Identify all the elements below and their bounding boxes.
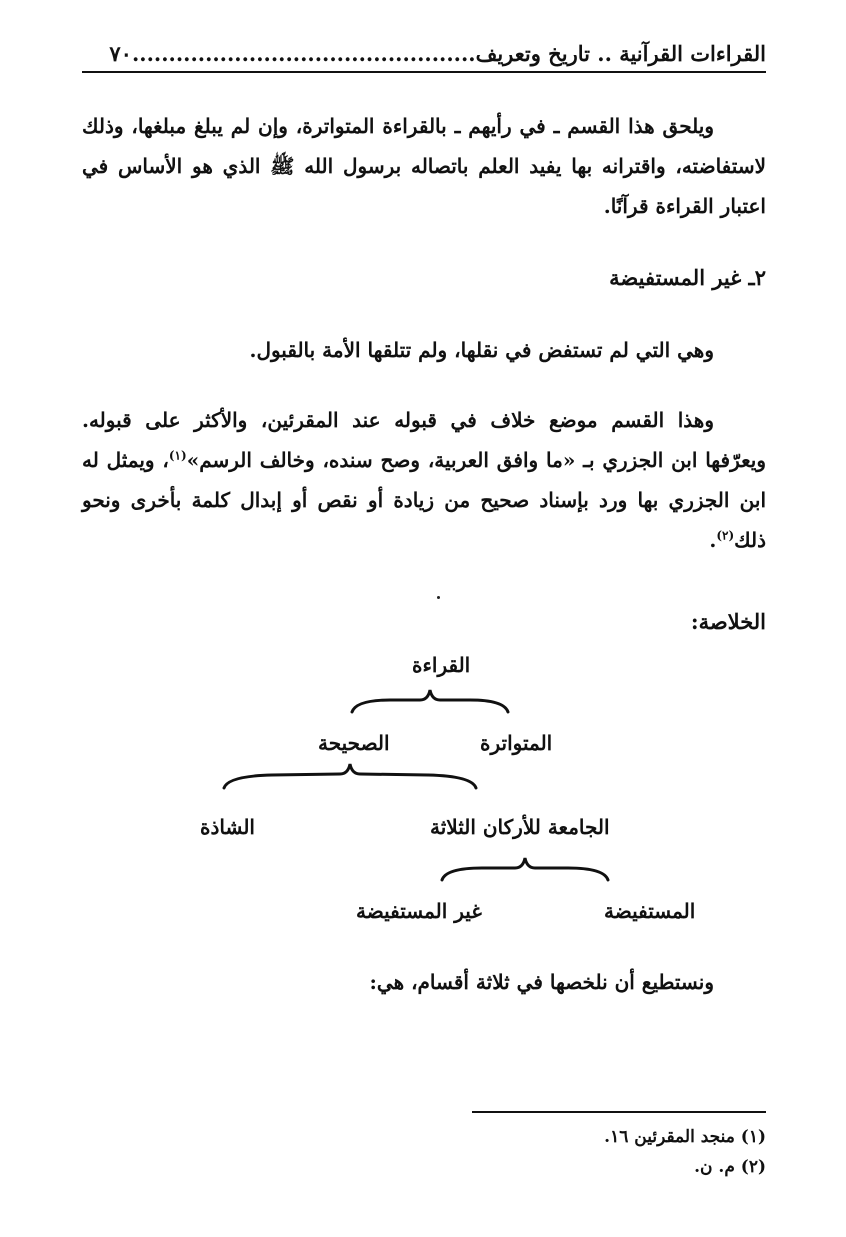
- paragraph-3-text-a: وهذا القسم موضع خلاف في قبوله عند المقرئين، والأكثر على قبوله. ويعرّفها ابن الجزري بـ «ما وافق العربية، وصح سنده، وخالف الرسم»: [82, 408, 766, 472]
- diagram-sahiha: الصحيحة: [318, 731, 390, 755]
- paragraph-4: ونستطيع أن نلخصها في ثلاثة أقسام، هي:: [369, 970, 714, 994]
- section-heading: ٢ـ غير المستفيضة: [609, 265, 766, 290]
- footnote-ref-1[interactable]: (١): [168, 448, 187, 463]
- footnote-ref-2[interactable]: (٢): [716, 528, 735, 543]
- brace-sahiha: [222, 762, 478, 792]
- paragraph-3-text-b: ، ويمثل له ابن الجزري بها ورد بإسناد صحيح من زيادة أو نقص أو إبدال كلمة بأخرى ونحو ذلك: [82, 448, 766, 552]
- paragraph-2: وهي التي لم تستفض في نقلها، ولم تتلقها الأمة بالقبول.: [249, 338, 714, 362]
- diagram-root: القراءة: [412, 653, 471, 677]
- stray-mark: [437, 596, 440, 599]
- footnote-rule: [472, 1111, 766, 1113]
- summary-label: الخلاصة:: [690, 609, 766, 634]
- header-title: القراءات القرآنية .. تاريخ وتعريف: [475, 41, 766, 66]
- diagram-jamia: الجامعة للأركان الثلاثة: [430, 815, 610, 839]
- page-number: ٧٠: [109, 41, 132, 66]
- paragraph-1: ويلحق هذا القسم ـ في رأيهم ـ بالقراءة المتواترة، وإن لم يبلغ مبلغها، وذلك لاستفاضته، واقترانه بها يفيد العلم باتصاله برسول الله ﷺ الذي هو الأساس في اعتبار القراءة قرآنًا.: [82, 114, 766, 218]
- running-header: [82, 36, 766, 72]
- diagram-mustafida: المستفيضة: [604, 899, 696, 923]
- brace-jamia: [440, 856, 610, 884]
- diagram-ghayr-mustafida: غير المستفيضة: [356, 899, 482, 923]
- footnote-2: (٢) م. ن.: [694, 1157, 766, 1177]
- header-rule: [82, 71, 766, 73]
- paragraph-3: [82, 400, 766, 560]
- diagram-mutawatira: المتواترة: [480, 731, 553, 755]
- diagram-shadha: الشاذة: [200, 815, 255, 839]
- paragraph-3-end: .: [709, 528, 717, 552]
- brace-root: [350, 688, 510, 716]
- footnote-1: (١) منجد المقرئين ١٦.: [604, 1127, 766, 1147]
- header-dots: ...............................................: [131, 41, 476, 66]
